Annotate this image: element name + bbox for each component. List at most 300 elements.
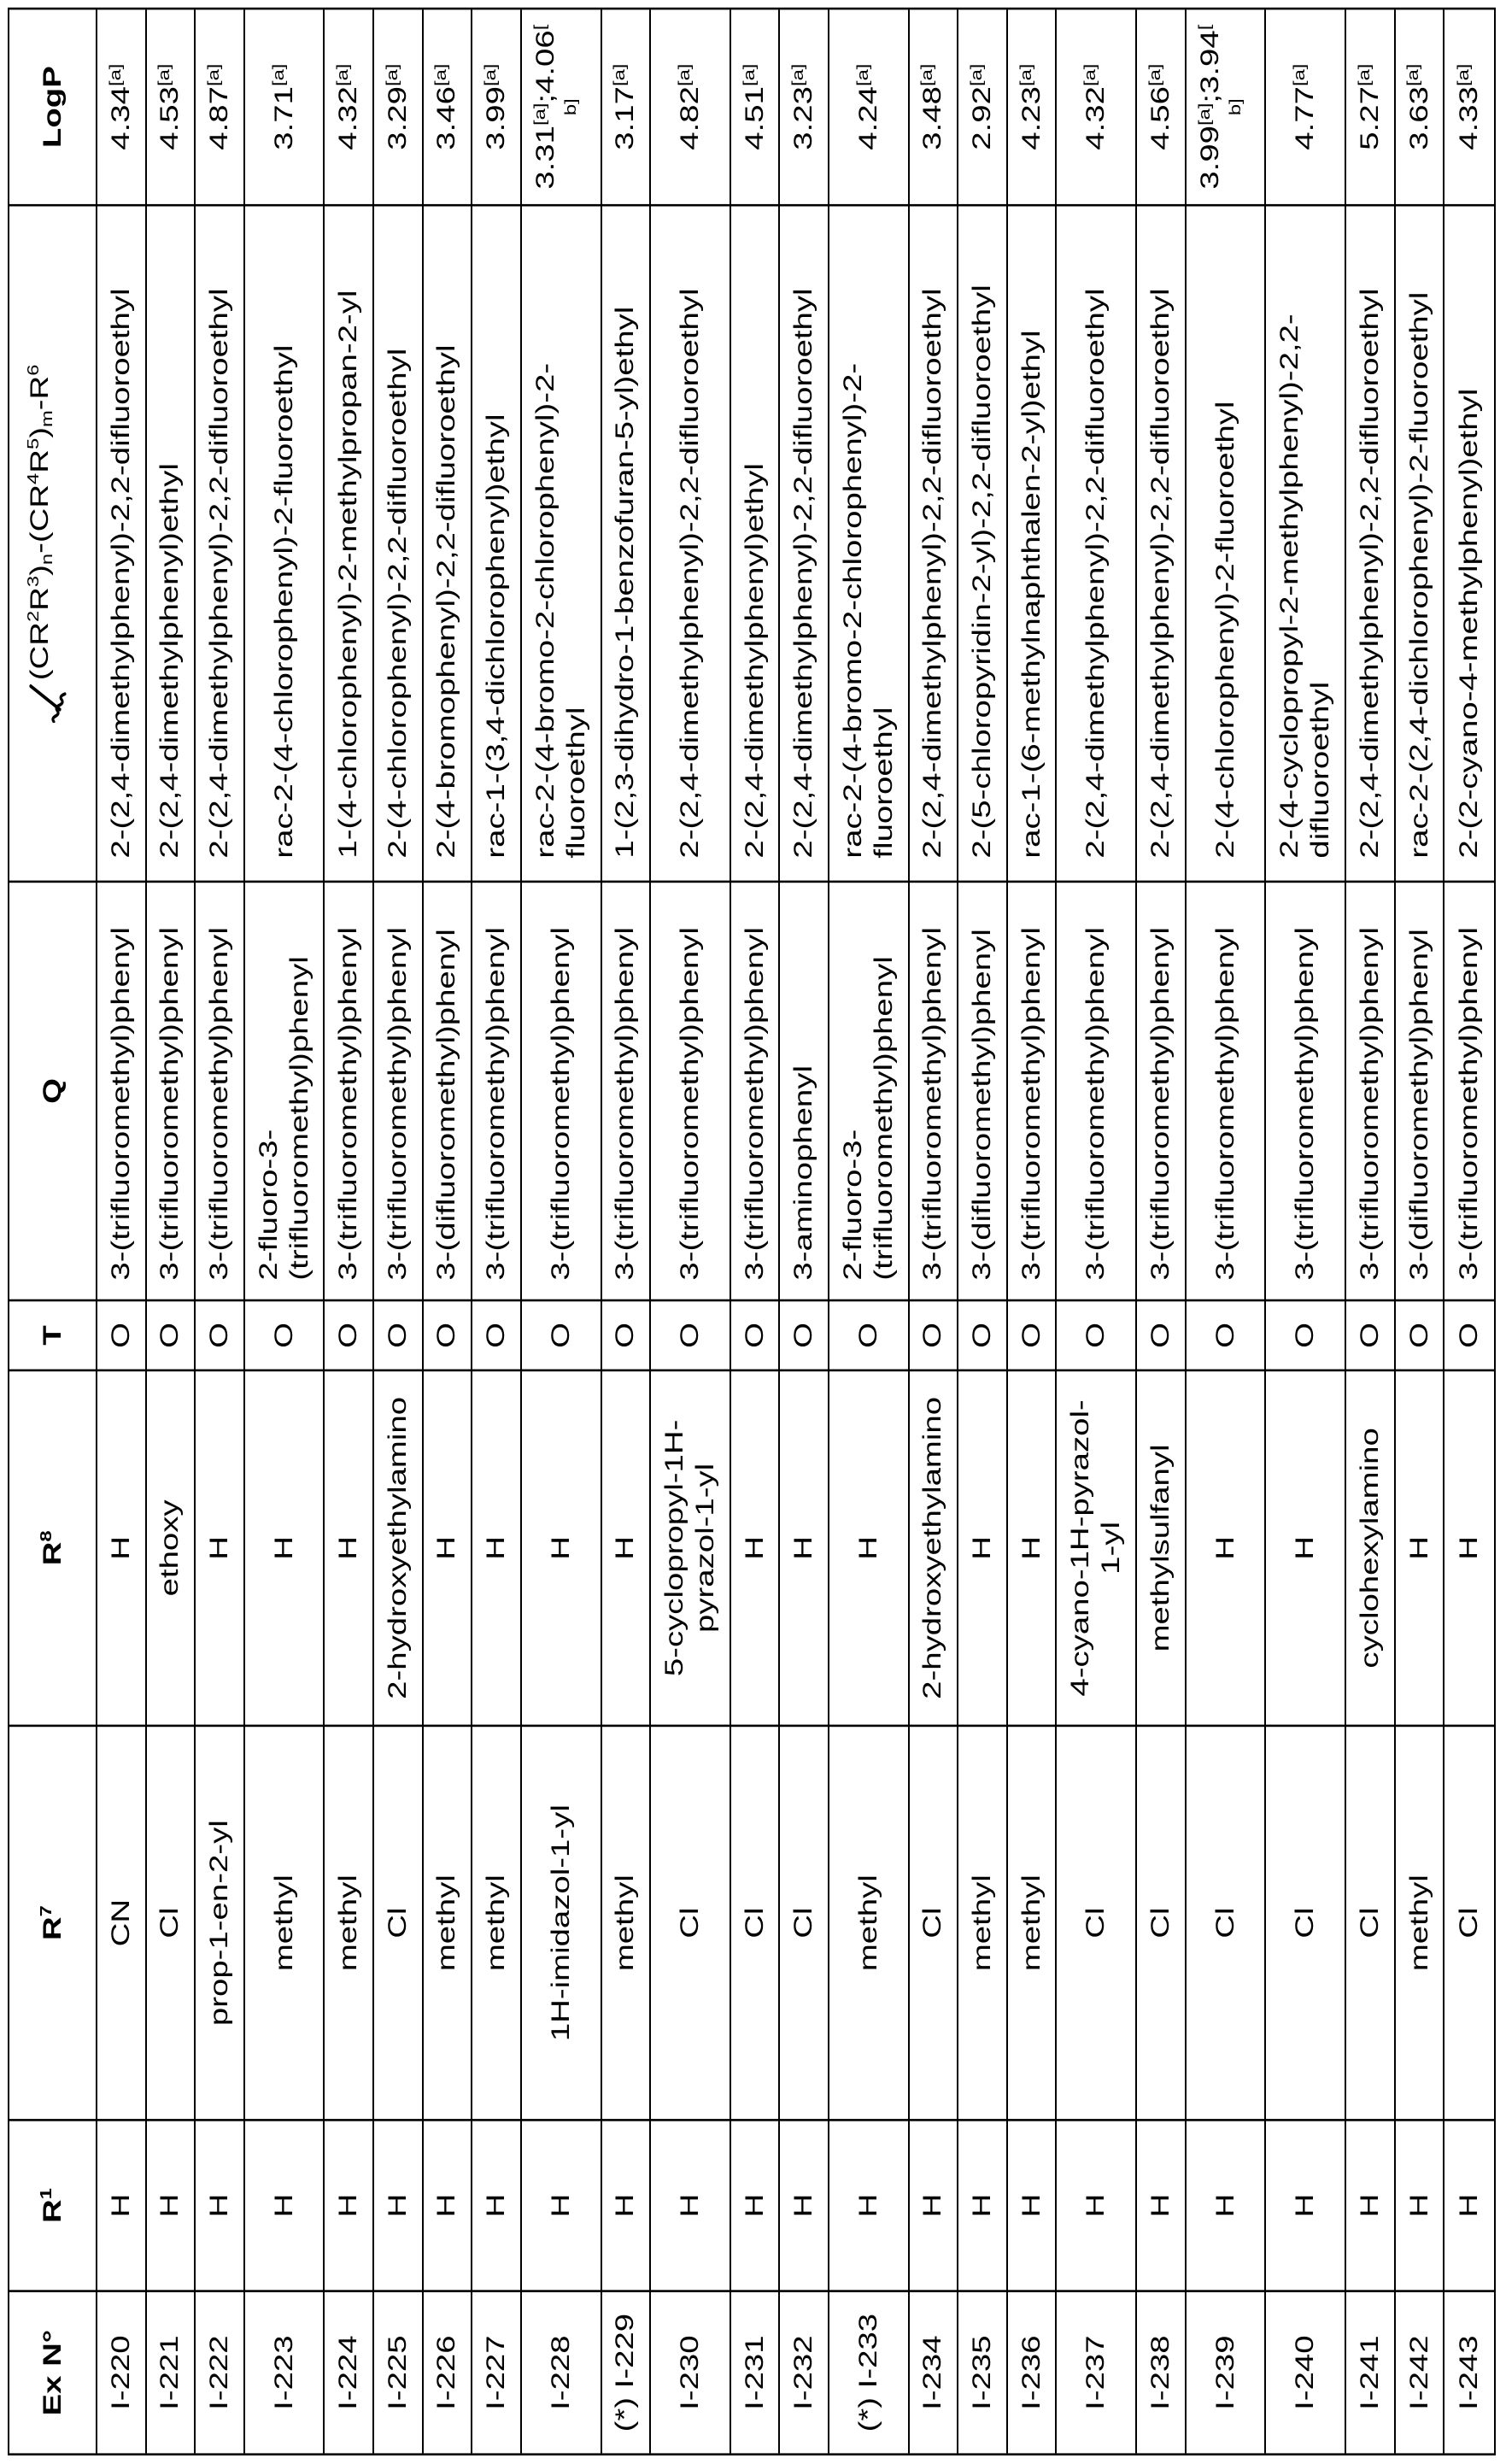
r8-value: H xyxy=(106,1536,135,1560)
chain-value: 2-(2,4-dimethylphenyl)-2,2-difluoroethyl xyxy=(675,288,704,859)
cell-logp xyxy=(1137,9,1185,204)
table-row xyxy=(829,9,910,2453)
ex-no-value: I-243 xyxy=(1455,2335,1484,2410)
cell-q xyxy=(1057,881,1135,1299)
cell-r1 xyxy=(602,2119,650,2290)
cell-q xyxy=(1008,881,1056,1299)
logp-footnote-ref: [a] xyxy=(917,63,936,87)
t-value: O xyxy=(1017,1323,1046,1348)
q-value: 3-(trifluoromethyl)phenyl xyxy=(1291,927,1320,1281)
cell-q xyxy=(325,881,372,1299)
cell-logp xyxy=(147,9,195,204)
cell-ex-no xyxy=(1008,2290,1056,2453)
cell-r1 xyxy=(245,2119,324,2290)
header-logp xyxy=(9,9,96,204)
logp-footnote-ref: [a] xyxy=(1454,63,1473,87)
q-value: 2-fluoro-3- (trifluoromethyl)phenyl xyxy=(254,956,314,1281)
cell-r8 xyxy=(97,1370,145,1725)
cell-substituent-chain xyxy=(829,204,908,881)
logp-number: 4.34 xyxy=(106,86,135,150)
logp-footnote-ref: [a] xyxy=(674,63,693,87)
logp-footnote-ref: [a] xyxy=(1145,63,1163,87)
cell-ex-no xyxy=(651,2290,730,2453)
t-value: O xyxy=(611,1323,640,1348)
cell-substituent-chain xyxy=(196,204,243,881)
cell-t xyxy=(910,1299,958,1370)
cell-ex-no xyxy=(522,2290,601,2453)
header-row xyxy=(9,9,97,2453)
logp-number: 3.63 xyxy=(1404,86,1433,150)
r8-value: 2-hydroxyethylamino xyxy=(383,1396,412,1699)
r8-value: H xyxy=(1291,1536,1320,1560)
cell-r8 xyxy=(245,1370,324,1725)
cell-substituent-chain xyxy=(1396,204,1444,881)
cell-q xyxy=(424,881,472,1299)
cell-logp xyxy=(1396,9,1444,204)
r1-value: H xyxy=(675,2193,704,2218)
r7-value: Cl xyxy=(1146,1907,1175,1939)
r1-value: H xyxy=(1404,2193,1433,2218)
t-value: O xyxy=(383,1323,412,1348)
table-row xyxy=(196,9,245,2453)
cell-t xyxy=(196,1299,243,1370)
table-row xyxy=(245,9,325,2453)
ex-no-value: I-240 xyxy=(1291,2335,1320,2410)
logp-number: 3.71 xyxy=(269,86,298,150)
cell-t xyxy=(424,1299,472,1370)
t-value: O xyxy=(853,1323,882,1348)
header-ex-no-label: Ex N° xyxy=(38,2329,67,2416)
cell-r8 xyxy=(196,1370,243,1725)
table-row xyxy=(910,9,959,2453)
r1-value: H xyxy=(482,2193,511,2218)
cell-r7 xyxy=(522,1725,601,2120)
chain-value: 2-(4-chlorophenyl)-2,2-difluoroethyl xyxy=(383,348,412,859)
logp-footnote-ref: [a] xyxy=(739,63,758,87)
table-row xyxy=(374,9,424,2453)
cell-ex-no xyxy=(1266,2290,1345,2453)
r1-value: H xyxy=(383,2193,412,2218)
r7-value: Cl xyxy=(789,1907,818,1939)
r1-value: H xyxy=(1146,2193,1175,2218)
cell-substituent-chain xyxy=(910,204,958,881)
logp-footnote-ref: [a] xyxy=(105,63,124,87)
r7-value: Cl xyxy=(155,1907,185,1939)
header-r7-label xyxy=(38,1905,68,1940)
cell-r8 xyxy=(829,1370,908,1725)
logp-value xyxy=(1355,64,1386,150)
logp-footnote-ref: [a] xyxy=(853,63,871,87)
q-value: 3-(trifluoromethyl)phenyl xyxy=(918,927,947,1281)
cell-r7 xyxy=(780,1725,828,2120)
cell-ex-no xyxy=(325,2290,372,2453)
logp-value xyxy=(155,64,185,150)
chain-value: 2-(2,4-dimethylphenyl)ethyl xyxy=(740,463,769,859)
cell-ex-no xyxy=(245,2290,324,2453)
cell-q xyxy=(780,881,828,1299)
t-value: O xyxy=(1355,1323,1384,1348)
r7-value: CN xyxy=(106,1898,135,1947)
logp-number-2: ;4.06 xyxy=(530,30,560,103)
chain-value: 2-(2-cyano-4-methylphenyl)ethyl xyxy=(1455,388,1484,859)
header-r8-label xyxy=(38,1530,68,1565)
chain-seg: -R xyxy=(25,375,54,411)
cell-r7 xyxy=(1137,1725,1185,2120)
cell-r7 xyxy=(958,1725,1006,2120)
cell-r7 xyxy=(196,1725,243,2120)
chain-value: 2-(2,4-dimethylphenyl)-2,2-difluoroethyl xyxy=(1355,288,1384,859)
cell-t xyxy=(1057,1299,1135,1370)
logp-footnote-ref: [a] xyxy=(1354,63,1373,87)
q-value: 3-(difluoromethyl)phenyl xyxy=(1404,929,1433,1281)
t-value: O xyxy=(789,1323,818,1348)
cell-ex-no xyxy=(731,2290,779,2453)
cell-logp xyxy=(97,9,145,204)
r7-value: methyl xyxy=(853,1874,882,1972)
cell-q xyxy=(958,881,1006,1299)
r1-value: H xyxy=(204,2193,233,2218)
cell-substituent-chain xyxy=(424,204,472,881)
r8-value: H xyxy=(853,1536,882,1560)
r7-value: Cl xyxy=(1355,1907,1384,1939)
q-value: 3-aminophenyl xyxy=(789,1065,818,1281)
t-value: O xyxy=(482,1323,511,1348)
r1-value: H xyxy=(1455,2193,1484,2218)
chain-seg: (CR xyxy=(25,622,54,681)
r7-value: methyl xyxy=(482,1874,511,1972)
table-row xyxy=(1057,9,1137,2453)
cell-ex-no xyxy=(424,2290,472,2453)
t-value: O xyxy=(546,1323,575,1348)
q-value: 3-(trifluoromethyl)phenyl xyxy=(1210,927,1239,1281)
cell-substituent-chain xyxy=(147,204,195,881)
r1-value: H xyxy=(611,2193,640,2218)
t-value: O xyxy=(155,1323,185,1348)
ex-no-value: I-241 xyxy=(1355,2335,1384,2410)
logp-footnote-ref: [a] xyxy=(481,63,499,87)
cell-t xyxy=(1266,1299,1345,1370)
cell-r1 xyxy=(472,2119,520,2290)
cell-q xyxy=(1396,881,1444,1299)
cell-r8 xyxy=(1008,1370,1056,1725)
chain-value: rac-2-(2,4-dichlorophenyl)-2-fluoroethyl xyxy=(1404,291,1433,859)
cell-ex-no xyxy=(1444,2290,1494,2453)
cell-substituent-chain xyxy=(245,204,324,881)
header-logp-label: LogP xyxy=(38,66,67,149)
q-value: 3-(trifluoromethyl)phenyl xyxy=(740,927,769,1281)
q-value: 3-(trifluoromethyl)phenyl xyxy=(1355,927,1384,1281)
cell-r1 xyxy=(910,2119,958,2290)
cell-r7 xyxy=(374,1725,422,2120)
cell-r8 xyxy=(731,1370,779,1725)
q-value: 3-(trifluoromethyl)phenyl xyxy=(611,927,640,1281)
cell-ex-no xyxy=(196,2290,243,2453)
cell-logp xyxy=(1346,9,1394,204)
cell-logp xyxy=(780,9,828,204)
logp-footnote-ref: [a] xyxy=(610,63,629,87)
header-r1-sup: 1 xyxy=(37,2188,56,2200)
logp-number: 4.32 xyxy=(1081,86,1110,150)
cell-logp xyxy=(910,9,958,204)
r1-value: H xyxy=(432,2193,461,2218)
cell-logp xyxy=(1057,9,1135,204)
cell-r1 xyxy=(1396,2119,1444,2290)
cell-ex-no xyxy=(1396,2290,1444,2453)
cell-substituent-chain xyxy=(602,204,650,881)
logp-value xyxy=(1290,64,1321,150)
cell-ex-no xyxy=(1346,2290,1394,2453)
cell-r7 xyxy=(1187,1725,1265,2120)
chain-sup: 2 xyxy=(24,610,43,623)
q-value: 3-(trifluoromethyl)phenyl xyxy=(675,927,704,1281)
table-row xyxy=(1137,9,1187,2453)
q-value: 3-(trifluoromethyl)phenyl xyxy=(155,927,185,1281)
cell-logp xyxy=(245,9,324,204)
header-t xyxy=(9,1299,96,1370)
table-row xyxy=(472,9,522,2453)
cell-r7 xyxy=(1008,1725,1056,2120)
header-r8-base: R xyxy=(38,1541,67,1566)
cell-r7 xyxy=(829,1725,908,2120)
logp-number: 4.77 xyxy=(1291,86,1320,150)
cell-logp xyxy=(651,9,730,204)
cell-q xyxy=(245,881,324,1299)
ex-no-value: I-236 xyxy=(1017,2335,1046,2410)
ex-no-value: I-232 xyxy=(789,2335,818,2410)
logp-footnote-ref: [a] xyxy=(203,63,222,87)
t-value: O xyxy=(432,1323,461,1348)
cell-substituent-chain xyxy=(472,204,520,881)
chain-value: 2-(4-cyclopropyl-2-methylphenyl)-2,2- difluoroethyl xyxy=(1275,314,1335,859)
cell-logp xyxy=(472,9,520,204)
chain-value: rac-1-(6-methylnaphthalen-2-yl)ethyl xyxy=(1017,330,1046,859)
chain-sup: 4 xyxy=(24,472,43,484)
cell-q xyxy=(651,881,730,1299)
r7-value: Cl xyxy=(918,1907,947,1939)
cell-r8 xyxy=(910,1370,958,1725)
logp-footnote-ref: [a] xyxy=(1016,63,1034,87)
cell-t xyxy=(1187,1299,1265,1370)
logp-footnote-ref: [a] xyxy=(530,103,548,126)
logp-footnote-ref: [a] xyxy=(268,63,287,87)
logp-number: 3.99 xyxy=(482,86,511,150)
chain-value: 2-(4-chlorophenyl)-2-fluoroethyl xyxy=(1210,401,1239,859)
cell-ex-no xyxy=(1187,2290,1265,2453)
cell-r1 xyxy=(1008,2119,1056,2290)
cell-q xyxy=(1137,881,1185,1299)
cell-r8 xyxy=(1057,1370,1135,1725)
cell-r7 xyxy=(1346,1725,1394,2120)
table-row xyxy=(651,9,731,2453)
header-r1-label xyxy=(38,2188,68,2223)
logp-value xyxy=(530,25,592,190)
ex-no-value: I-231 xyxy=(740,2335,769,2410)
r7-value: Cl xyxy=(740,1907,769,1939)
cell-r8 xyxy=(374,1370,422,1725)
cell-t xyxy=(97,1299,145,1370)
cell-r1 xyxy=(97,2119,145,2290)
logp-value xyxy=(1195,25,1257,190)
cell-r7 xyxy=(1266,1725,1345,2120)
table-row xyxy=(1346,9,1396,2453)
cell-r7 xyxy=(1396,1725,1444,2120)
logp-footnote-ref: [a] xyxy=(1194,103,1213,126)
table-row xyxy=(147,9,196,2453)
logp-number: 4.32 xyxy=(334,86,363,150)
cell-r8 xyxy=(472,1370,520,1725)
r8-value: H xyxy=(611,1536,640,1560)
cell-logp xyxy=(1444,9,1494,204)
r1-value: H xyxy=(1291,2193,1320,2218)
cell-r7 xyxy=(147,1725,195,2120)
cell-q xyxy=(472,881,520,1299)
logp-number: 3.46 xyxy=(432,86,461,150)
cell-t xyxy=(1346,1299,1394,1370)
logp-number: 3.31 xyxy=(530,126,560,190)
header-ex-no xyxy=(9,2290,96,2453)
cell-r8 xyxy=(1266,1370,1345,1725)
header-t-label: T xyxy=(38,1325,67,1346)
table-row xyxy=(1266,9,1346,2453)
t-value: O xyxy=(968,1323,997,1348)
logp-value xyxy=(967,64,998,150)
header-r7-sup: 7 xyxy=(37,1905,56,1917)
logp-footnote-ref: [a] xyxy=(967,63,986,87)
r8-value: H xyxy=(1404,1536,1433,1560)
logp-value xyxy=(917,64,948,150)
cell-r7 xyxy=(97,1725,145,2120)
r8-value: H xyxy=(789,1536,818,1560)
cell-r8 xyxy=(958,1370,1006,1725)
cell-substituent-chain xyxy=(1266,204,1345,881)
t-value: O xyxy=(918,1323,947,1348)
chain-value: rac-2-(4-bromo-2-chlorophenyl)-2- fluoroethyl xyxy=(838,362,898,859)
cell-ex-no xyxy=(1137,2290,1185,2453)
cell-logp xyxy=(374,9,422,204)
cell-substituent-chain xyxy=(958,204,1006,881)
cell-t xyxy=(1444,1299,1494,1370)
r1-value: H xyxy=(155,2193,185,2218)
header-chain-label xyxy=(25,365,81,723)
ex-no-value: I-220 xyxy=(106,2335,135,2410)
cell-t xyxy=(1396,1299,1444,1370)
cell-r1 xyxy=(1057,2119,1135,2290)
r7-value: Cl xyxy=(1210,1907,1239,1939)
r1-value: H xyxy=(853,2193,882,2218)
logp-value xyxy=(1454,64,1485,150)
logp-number: 4.24 xyxy=(853,86,882,150)
logp-value xyxy=(1017,64,1047,150)
cell-q xyxy=(196,881,243,1299)
cell-ex-no xyxy=(1057,2290,1135,2453)
r1-value: H xyxy=(1081,2193,1110,2218)
cell-substituent-chain xyxy=(1008,204,1056,881)
cell-substituent-chain xyxy=(1187,204,1265,881)
cell-r1 xyxy=(522,2119,601,2290)
cell-r8 xyxy=(424,1370,472,1725)
logp-value xyxy=(383,64,413,150)
cell-r8 xyxy=(1444,1370,1494,1725)
logp-value xyxy=(106,64,137,150)
logp-number: 4.23 xyxy=(1017,86,1046,150)
cell-t xyxy=(958,1299,1006,1370)
cell-substituent-chain xyxy=(731,204,779,881)
q-value: 3-(trifluoromethyl)phenyl xyxy=(546,927,575,1281)
cell-substituent-chain xyxy=(1137,204,1185,881)
cell-r1 xyxy=(1137,2119,1185,2290)
cell-r7 xyxy=(1057,1725,1135,2120)
chain-value: 2-(2,4-dimethylphenyl)-2,2-difluoroethyl xyxy=(918,288,947,859)
cell-t xyxy=(522,1299,601,1370)
r8-value: H xyxy=(1017,1536,1046,1560)
r8-value: H xyxy=(269,1536,298,1560)
cell-logp xyxy=(522,9,601,204)
r7-value: methyl xyxy=(968,1874,997,1972)
logp-number-2: ;3.94 xyxy=(1195,30,1224,103)
t-value: O xyxy=(1146,1323,1175,1348)
cell-r7 xyxy=(325,1725,372,2120)
r1-value: H xyxy=(789,2193,818,2218)
logp-value xyxy=(1081,64,1111,150)
chain-value: 2-(2,4-dimethylphenyl)-2,2-difluoroethyl xyxy=(106,288,135,859)
cell-logp xyxy=(325,9,372,204)
logp-value xyxy=(204,64,235,150)
cell-ex-no xyxy=(472,2290,520,2453)
cell-t xyxy=(780,1299,828,1370)
ex-no-value: I-224 xyxy=(334,2335,363,2410)
cell-r1 xyxy=(651,2119,730,2290)
logp-number: 4.87 xyxy=(204,86,233,150)
ex-no-value: I-225 xyxy=(383,2335,412,2410)
cell-substituent-chain xyxy=(374,204,422,881)
t-value: O xyxy=(269,1323,298,1348)
chain-value: 2-(2,4-dimethylphenyl)-2,2-difluoroethyl xyxy=(204,288,233,859)
logp-value xyxy=(481,64,512,150)
cell-logp xyxy=(196,9,243,204)
logp-value xyxy=(740,64,771,150)
logp-number: 3.17 xyxy=(611,86,640,150)
logp-footnote-ref: [a] xyxy=(333,63,352,87)
cell-substituent-chain xyxy=(97,204,145,881)
logp-number: 3.48 xyxy=(918,86,947,150)
logp-number: 4.53 xyxy=(155,86,185,150)
r7-value: Cl xyxy=(1291,1907,1320,1939)
ex-no-value: I-221 xyxy=(155,2335,185,2410)
cell-r8 xyxy=(1396,1370,1444,1725)
chain-value: 2-(4-bromophenyl)-2,2-difluoroethyl xyxy=(432,344,461,859)
logp-value xyxy=(1146,64,1176,150)
r7-value: methyl xyxy=(1404,1874,1433,1972)
cell-ex-no xyxy=(602,2290,650,2453)
logp-number: 3.23 xyxy=(789,86,818,150)
r1-value: H xyxy=(968,2193,997,2218)
cell-r8 xyxy=(522,1370,601,1725)
compound-table xyxy=(8,8,1496,2455)
logp-value xyxy=(431,64,462,150)
cell-ex-no xyxy=(829,2290,908,2453)
chain-sub: n xyxy=(37,553,56,566)
cell-r1 xyxy=(780,2119,828,2290)
cell-r1 xyxy=(1444,2119,1494,2290)
chain-value: 2-(2,4-dimethylphenyl)-2,2-difluoroethyl xyxy=(1081,288,1110,859)
header-q-label: Q xyxy=(38,1078,67,1104)
cell-ex-no xyxy=(374,2290,422,2453)
r8-value: H xyxy=(546,1536,575,1560)
t-value: O xyxy=(1455,1323,1484,1348)
table-row xyxy=(602,9,652,2453)
cell-substituent-chain xyxy=(1444,204,1494,881)
ex-no-value: I-237 xyxy=(1081,2335,1110,2410)
